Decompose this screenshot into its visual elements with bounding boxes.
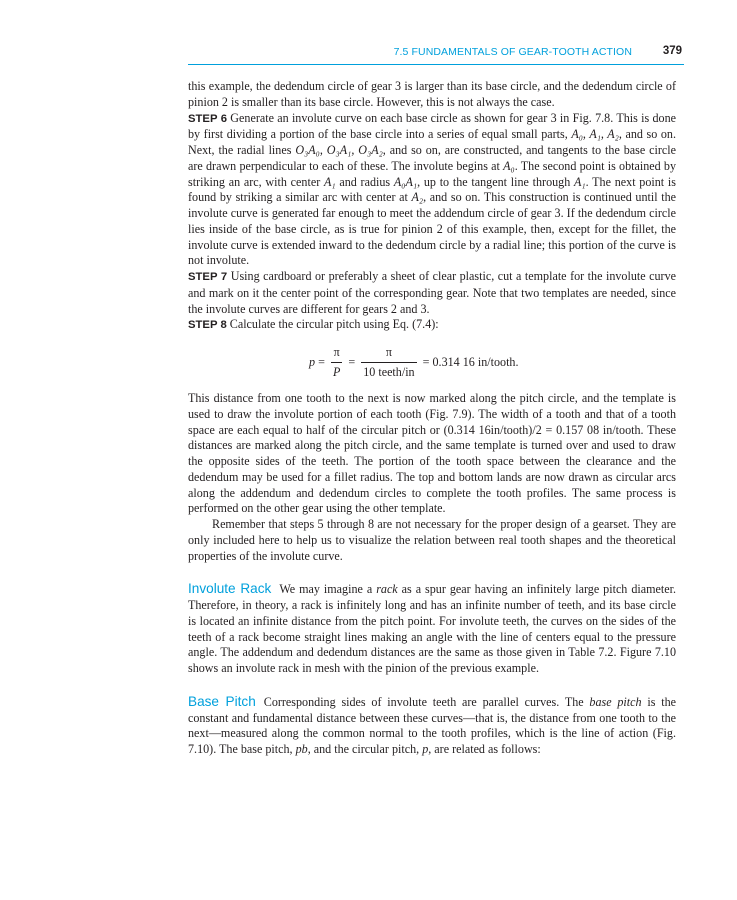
symbol-pb: pb	[295, 742, 308, 756]
step-7-label: STEP 7	[188, 271, 228, 283]
circular-pitch-equation: p = $\frac{\pi}{P}$ = $\frac{\pi}{\text{10 teeth/in}}$ = 0.314 16 in/tooth.	[309, 345, 519, 379]
paragraph-step-7: STEP 7 Using cardboard or preferably a sheet of clear plastic, cut a template for the involute curve and mark on it the center point of the corresponding gear. Note that two templates are needed, since the involute curves are different for gears 2 and 3.	[188, 269, 676, 316]
base-pitch-heading: Base Pitch	[188, 693, 256, 709]
header-rule	[188, 64, 684, 65]
running-header	[188, 44, 684, 64]
page-body	[188, 79, 676, 758]
page-number: 379	[662, 45, 682, 57]
paragraph-remember: Remember that steps 5 through 8 are not necessary for the proper design of a gearset. They are only included here to help us to visualize the relation between real tooth shapes and the theoretical properties of the involute curve.	[188, 517, 676, 563]
paragraph-step-8: STEP 8 Calculate the circular pitch using Eq. (7.4):	[188, 317, 439, 332]
involute-rack-heading: Involute Rack	[188, 581, 272, 597]
paragraph-after-equation: This distance from one tooth to the next is now marked along the pitch circle, and the template is used to draw the involute portion of each tooth (Fig. 7.9). The width of a tooth and that of a tooth space are each equal to half of the circular pitch or (0.314 16in/tooth)/2 = 0.157 08 in/tooth. These distances are marked along the pitch circle, and the same template is turned over and used to draw the opposite sides of the teeth. The portion of the tooth space between the clearance and the dedendum may be used for a fillet radius. The top and bottom lands are now drawn as circular arcs along the addendum and dedendum circles to complete the tooth profiles. The same process is performed on the other gear using the other template.	[188, 391, 676, 516]
points-a0-a1-a2: A₀, A₁, A₂,	[571, 127, 622, 142]
eq-lhs: p	[309, 354, 316, 369]
section-title: 7.5 FUNDAMENTALS OF GEAR-TOOTH ACTION	[393, 46, 632, 58]
step-6-label: STEP 6	[188, 112, 227, 125]
eq-fraction-1: $\frac{\pi}{P}$	[332, 345, 341, 379]
paragraph-intro: this example, the dedendum circle of gear 3 is larger than its base circle, and the dedendum circle of pinion 2 is smaller than its base circle. However, this is not always the case.	[188, 79, 676, 109]
eq-result: 0.314 16 in/tooth.	[432, 354, 519, 369]
symbol-p: p	[422, 742, 429, 756]
paragraph-base-pitch: Base Pitch Corresponding sides of involute teeth are parallel curves. The base pitch is the constant and fundamental distance between these curves—that is, the distance from one tooth to the next—measured along the common normal to the tooth profiles, which is the line of action (Fig. 7.10). The base pitch, pb, and the circular pitch, p, are related as follows:	[188, 693, 677, 756]
radial-lines: O₃A₀, O₃A₁, O₃A₂,	[295, 143, 386, 157]
paragraph-step-6: STEP 6 Generate an involute curve on each base circle as shown for gear 3 in Fig. 7.8. This is done by first dividing a portion of the base circle into a series of equal small parts, A₀, A₁, A₂, and so on. Next, the radial lines O₃A₀, O₃A₁, O₃A₂, and so on, are constructed, and tangents to the base circle are drawn perpendicular to each of these. The involute begins at A₀. The second point is obtained by striking an arc, with center A₁ and radius A₀A₁, up to the tangent line through A₁. The next point is found by striking a similar arc with center at A₂, and so on. This construction is continued until the involute curve is generated far enough to meet the addendum circle of gear 3. If the dedendum circle lies inside of the base circle, as is true for pinion 2 of this example, then, except for the fillet, the involute curve is extended inward to the dedendum circle by a radial line; this portion of the curve is not involute.	[188, 110, 677, 268]
paragraph-involute-rack: Involute Rack We may imagine a rack as a spur gear having an infinitely large pitch diameter. Therefore, in theory, a rack is infinitely long and has an infinite number of teeth, and its base circle is located an infinite distance from the pitch point. For involute teeth, the curves on the sides of the teeth of a rack become straight lines making an angle with the line of centers equal to the pressure angle. The addendum and dedendum distances are the same as those given in Table 7.2. Figure 7.10 shows an involute rack in mesh with the pinion of the previous example.	[188, 581, 676, 675]
eq-fraction-2: $\frac{\pi}{\text{10 teeth/in}}$	[363, 345, 415, 379]
step-8-label: STEP 8	[188, 319, 227, 332]
